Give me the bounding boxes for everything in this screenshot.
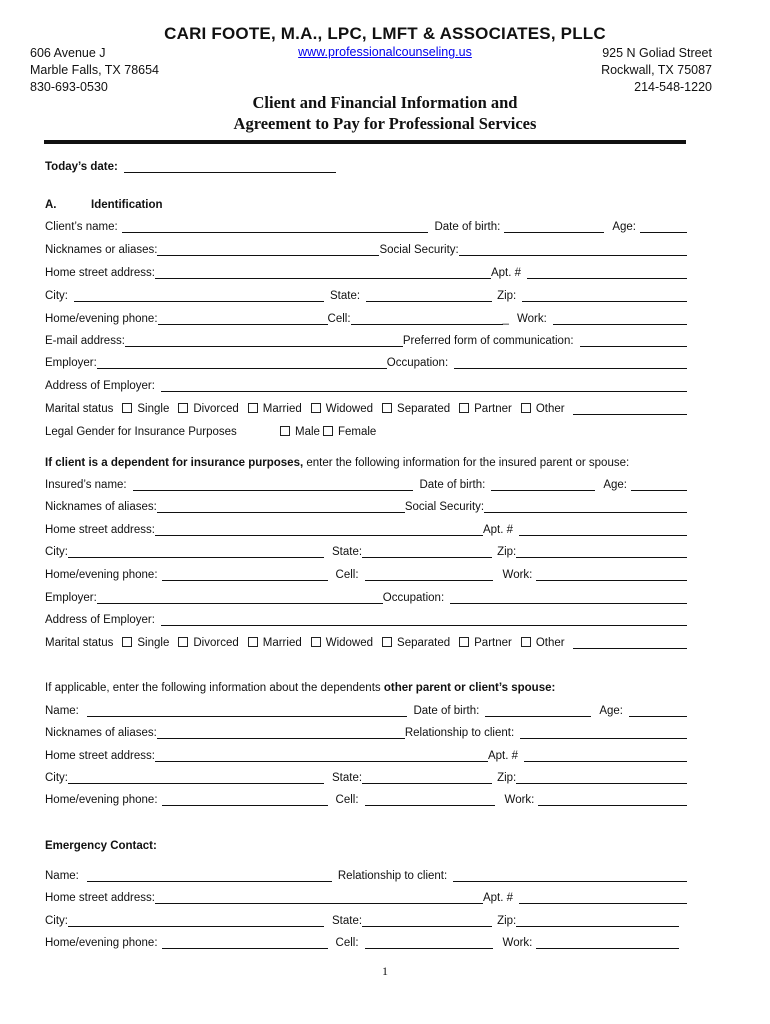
spouse-address-field[interactable] [155, 749, 488, 762]
marital-divorced-checkbox[interactable] [178, 403, 188, 413]
insured-marital-married-checkbox[interactable] [248, 637, 258, 647]
spouse-nicknames-label: Nicknames of aliases: [45, 727, 157, 739]
spouse-home-phone-field[interactable] [162, 793, 328, 806]
preferred-communication-label: Preferred form of communication: [402, 335, 574, 347]
insured-marital-widowed-label: Widowed [325, 637, 374, 649]
insured-marital-divorced-label: Divorced [193, 637, 239, 649]
employer-address-label: Address of Employer: [45, 380, 155, 392]
employer-address-field[interactable] [161, 379, 687, 392]
insured-occupation-field[interactable] [450, 591, 687, 604]
emergency-phone-row [45, 933, 687, 949]
legal-gender-label: Legal Gender for Insurance Purposes [45, 426, 237, 438]
right-office-address [601, 45, 712, 96]
insured-home-phone-label: Home/evening phone: [45, 569, 158, 581]
client-name-field[interactable] [122, 220, 429, 233]
insured-name-row [45, 475, 687, 491]
spouse-dob-field[interactable] [485, 704, 591, 717]
apt-field[interactable] [527, 266, 687, 279]
emergency-heading-row [45, 836, 687, 852]
emergency-work-label: Work: [502, 937, 533, 949]
insured-zip-field[interactable] [516, 545, 687, 558]
page-number: 1 [382, 964, 388, 978]
legal-gender-row [45, 422, 687, 438]
spouse-city-field[interactable] [68, 771, 324, 784]
marital-single-label: Single [137, 403, 170, 415]
gender-male-label: Male [295, 426, 320, 438]
insured-marital-label: Marital status [45, 637, 114, 649]
spouse-apt-label: Apt. # [487, 750, 518, 762]
gender-male-checkbox[interactable] [280, 426, 290, 436]
employer-field[interactable] [97, 356, 387, 369]
spouse-address-label: Home street address: [45, 750, 155, 762]
website-link[interactable]: www.professionalcounseling.us [298, 45, 472, 59]
spouse-age-field[interactable] [629, 704, 687, 717]
work-field[interactable] [553, 312, 687, 325]
insured-phone-row [45, 565, 687, 581]
emergency-cell-field[interactable] [365, 936, 493, 949]
client-email-row [45, 331, 687, 347]
section-a-heading [45, 195, 687, 211]
insured-cell-label: Cell: [335, 569, 359, 581]
emergency-state-field[interactable] [362, 914, 492, 927]
insured-social-field[interactable] [484, 500, 687, 513]
insured-employer-address-field[interactable] [161, 613, 687, 626]
left-address-street: 606 Avenue J [30, 46, 106, 60]
firm-name: CARI FOOTE, M.A., LPC, LMFT & ASSOCIATES, PLLC [164, 24, 606, 43]
client-age-field[interactable] [640, 220, 687, 233]
city-field[interactable] [74, 289, 324, 302]
state-field[interactable] [366, 289, 492, 302]
spouse-state-field[interactable] [362, 771, 492, 784]
marital-divorced-label: Divorced [193, 403, 239, 415]
insured-address-label: Home street address: [45, 524, 155, 536]
emergency-name-label: Name: [45, 870, 79, 882]
marital-other-checkbox[interactable] [521, 403, 531, 413]
spouse-intro-bold: other parent or client’s spouse: [383, 682, 556, 694]
spouse-address-row [45, 746, 687, 762]
spouse-name-label: Name: [45, 705, 79, 717]
spouse-name-field[interactable] [87, 704, 408, 717]
insured-name-field[interactable] [133, 478, 414, 491]
home-address-field[interactable] [155, 266, 491, 279]
state-label: State: [330, 290, 361, 302]
document-title [0, 92, 770, 134]
spouse-cell-label: Cell: [335, 794, 359, 806]
spouse-relationship-field[interactable] [520, 726, 687, 739]
dependent-intro [45, 453, 687, 469]
social-security-field[interactable] [459, 243, 687, 256]
emergency-state-label: State: [332, 915, 363, 927]
spouse-phone-row [45, 790, 687, 806]
title-line-2: Agreement to Pay for Professional Services [233, 114, 537, 133]
spouse-city-label: City: [45, 772, 68, 784]
marital-other-label: Other [535, 403, 565, 415]
insured-marital-partner-label: Partner [474, 637, 512, 649]
marital-separated-label: Separated [397, 403, 451, 415]
insured-work-field[interactable] [536, 568, 687, 581]
preferred-communication-field[interactable] [580, 334, 687, 347]
insured-marital-divorced-checkbox[interactable] [178, 637, 188, 647]
insured-marital-single-checkbox[interactable] [122, 637, 132, 647]
insured-city-label: City: [45, 546, 68, 558]
emergency-zip-field[interactable] [516, 914, 679, 927]
right-address-city: Rockwall, TX 75087 [601, 63, 712, 77]
email-field[interactable] [125, 334, 403, 347]
zip-field[interactable] [522, 289, 687, 302]
spouse-nicknames-row [45, 723, 687, 739]
emergency-home-phone-label: Home/evening phone: [45, 937, 158, 949]
spouse-dob-label: Date of birth: [413, 705, 480, 717]
right-address-phone: 214-548-1220 [634, 80, 712, 94]
insured-marital-partner-checkbox[interactable] [459, 637, 469, 647]
emergency-zip-label: Zip: [497, 915, 517, 927]
work-label: Work: [516, 313, 547, 325]
spouse-intro-text: If applicable, enter the following information about the dependents [45, 682, 384, 694]
emergency-apt-label: Apt. # [482, 892, 513, 904]
spouse-name-row [45, 701, 687, 717]
spouse-zip-label: Zip: [497, 772, 517, 784]
section-heading: Identification [91, 199, 163, 211]
client-name-label: Client’s name: [45, 221, 118, 233]
zip-label: Zip: [497, 290, 517, 302]
apt-label: Apt. # [490, 267, 521, 279]
insured-address-field[interactable] [155, 523, 483, 536]
insured-zip-label: Zip: [497, 546, 517, 558]
client-dob-label: Date of birth: [434, 221, 501, 233]
employer-label: Employer: [45, 357, 97, 369]
spouse-home-phone-label: Home/evening phone: [45, 794, 158, 806]
client-address-row [45, 263, 687, 279]
marital-widowed-label: Widowed [325, 403, 374, 415]
insured-employer-label: Employer: [45, 592, 97, 604]
client-employer-address-row [45, 376, 687, 392]
marital-partner-checkbox[interactable] [459, 403, 469, 413]
nicknames-field[interactable] [157, 243, 379, 256]
spouse-intro [45, 678, 687, 694]
client-name-row [45, 217, 687, 233]
insured-marital-widowed-checkbox[interactable] [311, 637, 321, 647]
nicknames-label: Nicknames or aliases: [45, 244, 158, 256]
insured-nicknames-label: Nicknames of aliases: [45, 501, 157, 513]
dependent-intro-bold: If client is a dependent for insurance purposes, [45, 457, 304, 469]
spouse-apt-field[interactable] [524, 749, 687, 762]
section-letter: A. [45, 199, 57, 211]
emergency-city-label: City: [45, 915, 68, 927]
insured-employer-field[interactable] [97, 591, 383, 604]
insured-marital-single-label: Single [137, 637, 170, 649]
insured-employer-row [45, 588, 687, 604]
email-label: E-mail address: [45, 335, 125, 347]
spouse-city-row [45, 768, 687, 784]
insured-state-label: State: [332, 546, 363, 558]
today-date-field[interactable] [124, 160, 336, 173]
insured-marital-married-label: Married [262, 637, 302, 649]
marital-partner-label: Partner [474, 403, 512, 415]
insured-home-phone-field[interactable] [162, 568, 328, 581]
insured-name-label: Insured’s name: [45, 479, 127, 491]
right-address-street: 925 N Goliad Street [602, 46, 712, 60]
marital-married-label: Married [262, 403, 302, 415]
work-prefix: _ [502, 313, 509, 325]
client-nicknames-row [45, 240, 687, 256]
insured-marital-row [45, 633, 687, 649]
insured-marital-other-label: Other [535, 637, 565, 649]
spouse-zip-field[interactable] [516, 771, 687, 784]
insured-marital-separated-label: Separated [397, 637, 451, 649]
city-label: City: [45, 290, 68, 302]
marital-married-checkbox[interactable] [248, 403, 258, 413]
spouse-relationship-label: Relationship to client: [404, 727, 515, 739]
insured-city-field[interactable] [68, 545, 324, 558]
insured-dob-label: Date of birth: [419, 479, 486, 491]
spouse-nicknames-field[interactable] [157, 726, 405, 739]
spouse-work-field[interactable] [538, 793, 687, 806]
insured-occupation-label: Occupation: [382, 592, 445, 604]
insured-age-field[interactable] [631, 478, 687, 491]
title-line-1: Client and Financial Information and [252, 93, 518, 112]
insured-city-row [45, 542, 687, 558]
marital-other-field[interactable] [573, 402, 687, 415]
insured-work-label: Work: [502, 569, 533, 581]
insured-apt-label: Apt. # [482, 524, 513, 536]
emergency-relationship-field[interactable] [453, 869, 687, 882]
cell-label: Cell: [327, 313, 351, 325]
spouse-state-label: State: [332, 772, 363, 784]
emergency-work-field[interactable] [536, 936, 679, 949]
client-age-label: Age: [612, 221, 636, 233]
marital-label: Marital status [45, 403, 114, 415]
home-phone-label: Home/evening phone: [45, 313, 158, 325]
cell-field[interactable] [351, 312, 503, 325]
spouse-age-label: Age: [599, 705, 623, 717]
marital-separated-checkbox[interactable] [382, 403, 392, 413]
today-row [45, 157, 687, 173]
gender-female-checkbox[interactable] [323, 426, 333, 436]
emergency-city-row [45, 911, 687, 927]
emergency-name-row [45, 866, 687, 882]
emergency-address-field[interactable] [155, 891, 483, 904]
emergency-name-field[interactable] [87, 869, 332, 882]
spouse-cell-field[interactable] [365, 793, 495, 806]
emergency-apt-field[interactable] [519, 891, 687, 904]
insured-marital-other-field[interactable] [573, 636, 687, 649]
insured-employer-address-label: Address of Employer: [45, 614, 155, 626]
marital-single-checkbox[interactable] [122, 403, 132, 413]
emergency-address-label: Home street address: [45, 892, 155, 904]
left-address-phone: 830-693-0530 [30, 80, 108, 94]
client-city-row [45, 286, 687, 302]
insured-cell-field[interactable] [365, 568, 493, 581]
insured-marital-other-checkbox[interactable] [521, 637, 531, 647]
home-address-label: Home street address: [45, 267, 155, 279]
emergency-address-row [45, 888, 687, 904]
client-phone-row [45, 309, 687, 325]
emergency-home-phone-field[interactable] [162, 936, 328, 949]
emergency-relationship-label: Relationship to client: [337, 870, 448, 882]
insured-state-field[interactable] [362, 545, 492, 558]
insured-apt-field[interactable] [519, 523, 687, 536]
gender-female-label: Female [337, 426, 377, 438]
marital-widowed-checkbox[interactable] [311, 403, 321, 413]
occupation-label: Occupation: [386, 357, 449, 369]
client-dob-field[interactable] [504, 220, 604, 233]
insured-age-label: Age: [603, 479, 627, 491]
left-address-city: Marble Falls, TX 78654 [30, 63, 159, 77]
header-divider [44, 140, 686, 144]
insured-marital-separated-checkbox[interactable] [382, 637, 392, 647]
emergency-heading: Emergency Contact: [45, 840, 157, 852]
insured-social-label: Social Security: [404, 501, 485, 513]
insured-nicknames-row [45, 497, 687, 513]
insured-nicknames-field[interactable] [157, 500, 405, 513]
emergency-cell-label: Cell: [335, 937, 359, 949]
insured-address-row [45, 520, 687, 536]
home-phone-field[interactable] [158, 312, 328, 325]
insured-employer-address-row [45, 610, 687, 626]
insured-dob-field[interactable] [491, 478, 595, 491]
today-label: Today’s date: [45, 161, 118, 173]
client-marital-row [45, 399, 687, 415]
dependent-intro-text: enter the following information for the insured parent or spouse: [303, 457, 630, 469]
occupation-field[interactable] [454, 356, 687, 369]
spouse-work-label: Work: [504, 794, 535, 806]
social-security-label: Social Security: [379, 244, 459, 256]
emergency-city-field[interactable] [68, 914, 324, 927]
client-employer-row [45, 353, 687, 369]
